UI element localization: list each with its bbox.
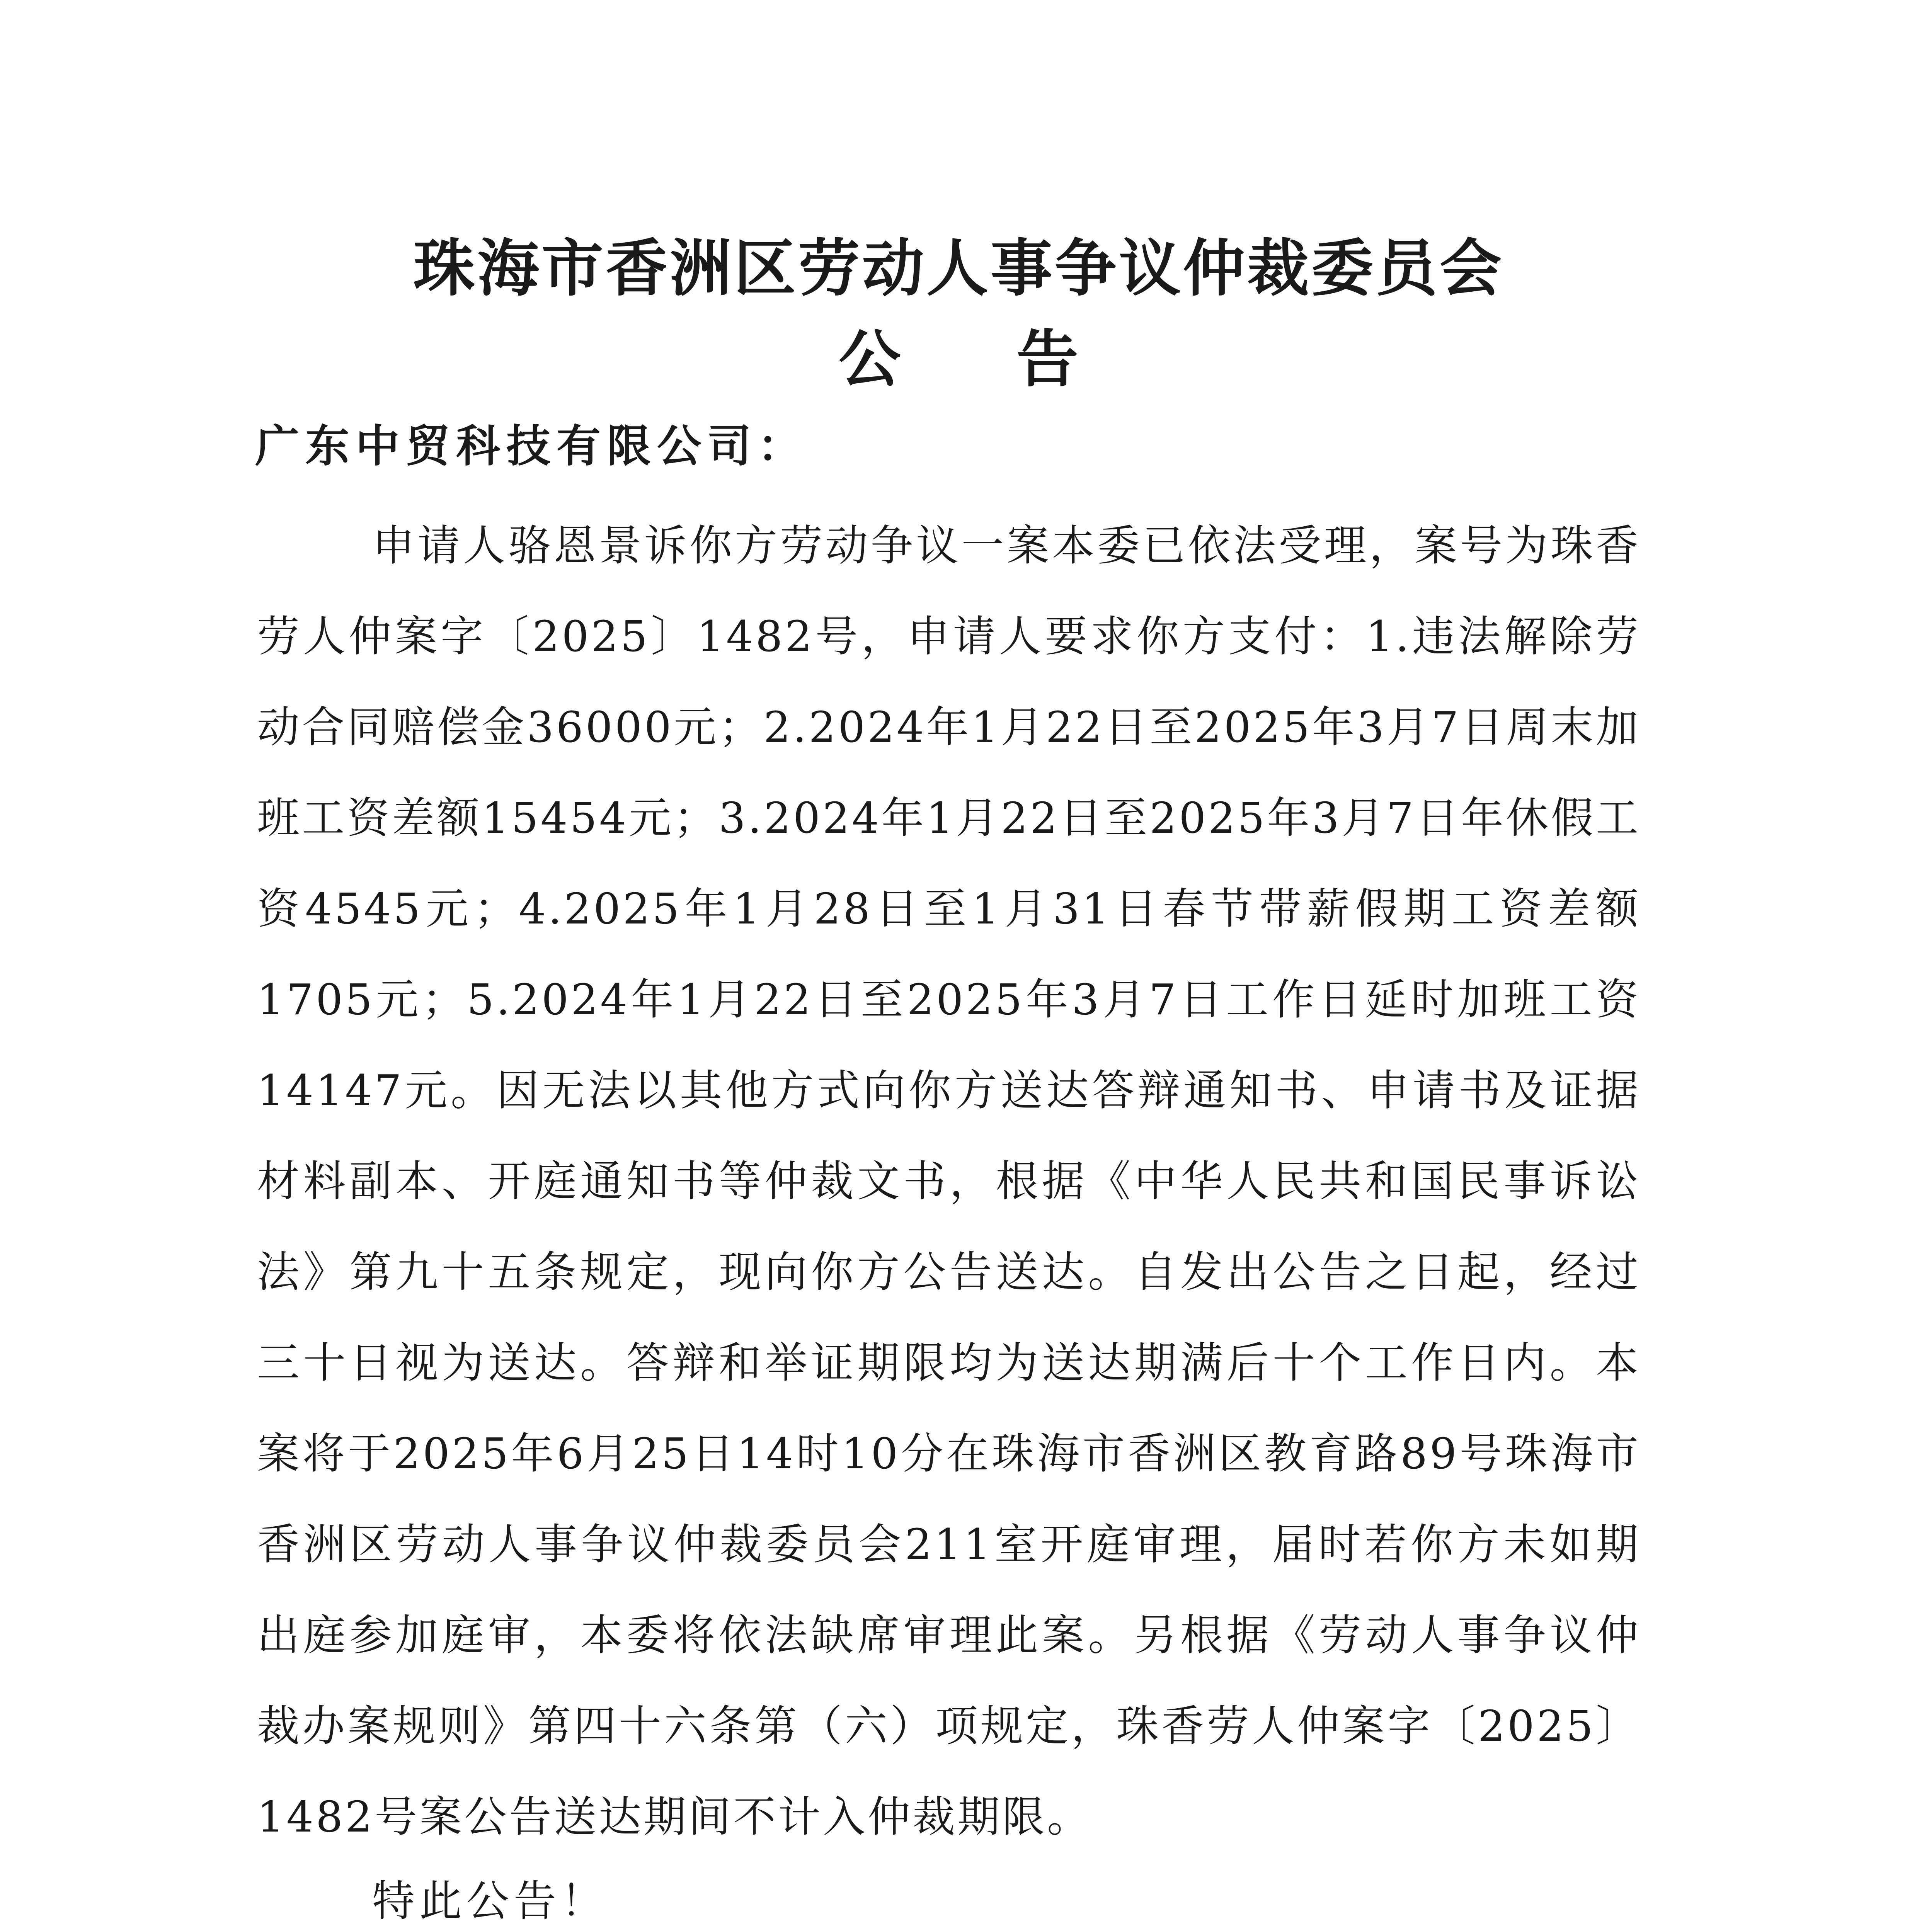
document-subtitle [0, 321, 1917, 398]
addressee: 广东中贸科技有限公司： [255, 420, 808, 472]
notice-body: 申请人骆恩景诉你方劳动争议一案本委已依法受理，案号为珠香劳人仲案字〔2025〕1482号，申请人要求你方支付：1.违法解除劳动合同赔偿金36000元；2.2024年1月22日至2025年3月7日周末加班工资差额15454元；3.2024年1月22日至2025年3月7日年休假工资4545元；4.2025年1月28日至1月31日春节带薪假期工资差额1705元；5.2024年1月22日至2025年3月7日工作日延时加班工资14147元。因无法以其他方式向你方送达答辩通知书、申请书及证据材料副本、开庭通知书等仲裁文书，根据《中华人民共和国民事诉讼法》第九十五条规定，现向你方公告送达。自发出公告之日起，经过三十日视为送达。答辩和举证期限均为送达期满后十个工作日内。本案将于2025年6月25日14时10分在珠海市香洲区教育路89号珠海市香洲区劳动人事争议仲裁委员会211室开庭审理，届时若你方未如期出庭参加庭审，本委将依法缺席审理此案。另根据《劳动人事争议仲裁办案规则》第四十六条第（六）项规定，珠香劳人仲案字〔2025〕1482号案公告送达期间不计入仲裁期限。 [257, 521, 1641, 1842]
document-title: 珠海市香洲区劳动人事争议仲裁委员会 [413, 232, 1504, 304]
subtitle-char-1: 公 [838, 323, 901, 395]
subtitle-char-2: 告 [1016, 323, 1079, 395]
closing-statement: 特此公告！ [372, 1876, 608, 1926]
